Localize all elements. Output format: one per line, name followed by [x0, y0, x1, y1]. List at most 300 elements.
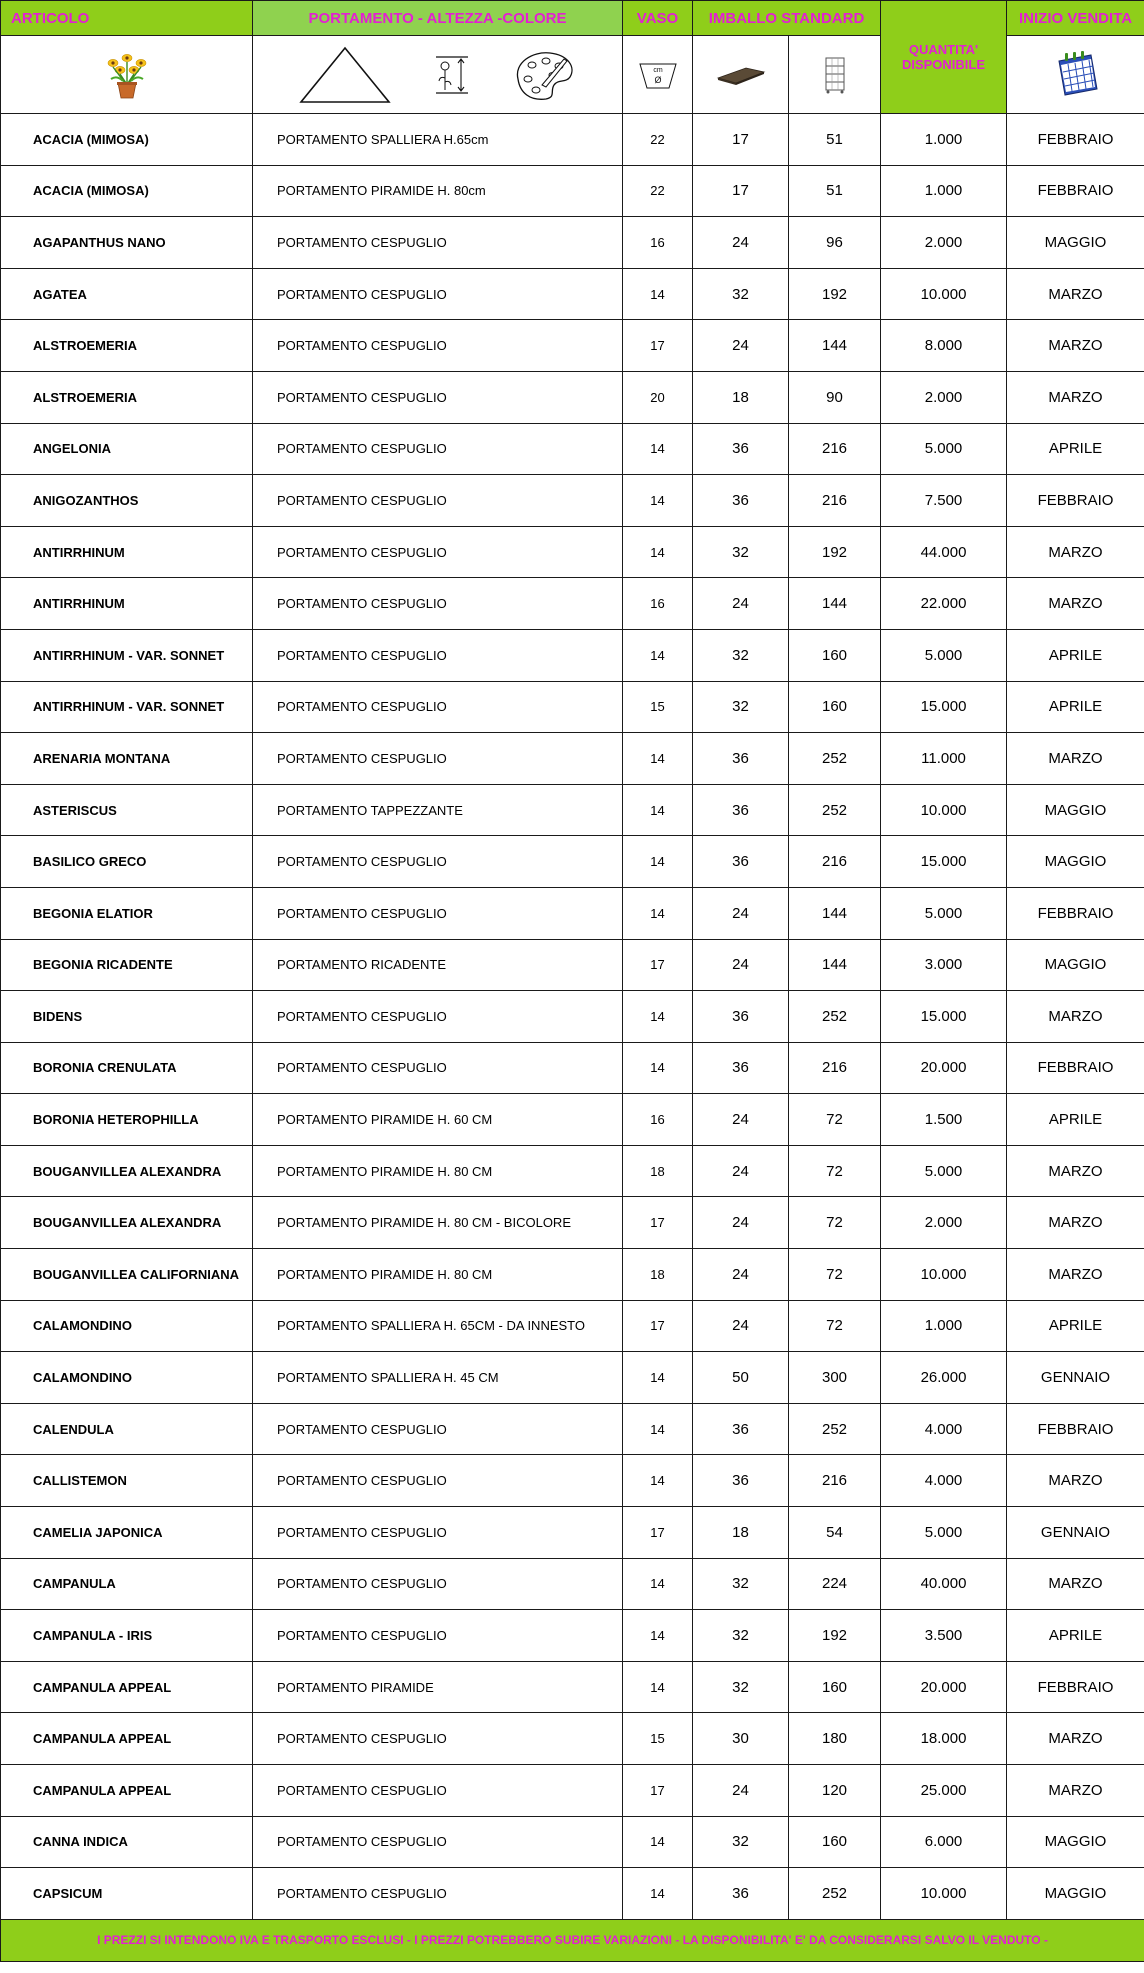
- cell-quantita: 2.000: [881, 371, 1007, 423]
- triangle-icon: [299, 46, 391, 104]
- cell-carrello: 216: [789, 423, 881, 475]
- cell-vassoio: 24: [693, 217, 789, 269]
- cell-carrello: 216: [789, 475, 881, 527]
- pot-cm-label: cm: [652, 66, 663, 74]
- table-row: [1, 1042, 1144, 1094]
- cell-articolo: CAMPANULA APPEAL: [1, 1713, 253, 1765]
- cell-inizio: APRILE: [1007, 629, 1144, 681]
- cell-carrello: 72: [789, 1145, 881, 1197]
- table-row: [1, 1352, 1144, 1404]
- table-row: [1, 836, 1144, 888]
- cell-vassoio: 17: [693, 114, 789, 166]
- cell-articolo: CANNA INDICA: [1, 1816, 253, 1868]
- header-inizio: INIZIO VENDITA: [1007, 1, 1144, 36]
- table-body: [1, 114, 1144, 1920]
- table-row: [1, 991, 1144, 1043]
- cell-vassoio: 32: [693, 268, 789, 320]
- cell-inizio: MAGGIO: [1007, 217, 1144, 269]
- cell-quantita: 10.000: [881, 1868, 1007, 1920]
- cell-vassoio: 32: [693, 1558, 789, 1610]
- cell-vassoio: 18: [693, 1507, 789, 1559]
- header-articolo: ARTICOLO: [1, 1, 253, 36]
- cell-carrello: 54: [789, 1507, 881, 1559]
- cell-carrello: 160: [789, 1816, 881, 1868]
- cell-inizio: MARZO: [1007, 991, 1144, 1043]
- table-row: [1, 887, 1144, 939]
- cell-carrello: 216: [789, 1042, 881, 1094]
- cell-carrello: 144: [789, 578, 881, 630]
- cell-quantita: 44.000: [881, 526, 1007, 578]
- table-row: [1, 165, 1144, 217]
- cell-articolo: ANTIRRHINUM: [1, 526, 253, 578]
- cell-vassoio: 24: [693, 1765, 789, 1817]
- cell-vaso: 14: [623, 268, 693, 320]
- header-icon-articolo-cell: [1, 36, 253, 114]
- cell-carrello: 160: [789, 681, 881, 733]
- table-row: [1, 1868, 1144, 1920]
- cell-inizio: APRILE: [1007, 1094, 1144, 1146]
- cell-articolo: BEGONIA ELATIOR: [1, 887, 253, 939]
- calendar-icon: [1051, 51, 1101, 99]
- cell-quantita: 1.000: [881, 1300, 1007, 1352]
- cell-quantita: 3.500: [881, 1610, 1007, 1662]
- cell-portamento: PORTAMENTO PIRAMIDE H. 80cm: [253, 165, 623, 217]
- table-row: [1, 629, 1144, 681]
- cell-vassoio: 36: [693, 1042, 789, 1094]
- table-row: [1, 217, 1144, 269]
- cell-portamento: PORTAMENTO CESPUGLIO: [253, 217, 623, 269]
- cell-portamento: PORTAMENTO CESPUGLIO: [253, 1713, 623, 1765]
- cell-portamento: PORTAMENTO CESPUGLIO: [253, 371, 623, 423]
- cell-portamento: PORTAMENTO SPALLIERA H.65cm: [253, 114, 623, 166]
- cell-inizio: APRILE: [1007, 681, 1144, 733]
- cell-quantita: 5.000: [881, 1507, 1007, 1559]
- cell-inizio: MARZO: [1007, 526, 1144, 578]
- header-icon-portamento-cell: [253, 36, 623, 114]
- cell-vassoio: 36: [693, 784, 789, 836]
- cell-carrello: 120: [789, 1765, 881, 1817]
- cell-carrello: 192: [789, 268, 881, 320]
- header-quantita: QUANTITA' DISPONIBILE: [881, 1, 1007, 114]
- pot-diameter-symbol: Ø: [653, 74, 662, 85]
- cell-vaso: 14: [623, 887, 693, 939]
- cell-portamento: PORTAMENTO CESPUGLIO: [253, 629, 623, 681]
- cell-articolo: ANGELONIA: [1, 423, 253, 475]
- table-row: [1, 475, 1144, 527]
- cell-portamento: PORTAMENTO CESPUGLIO: [253, 1455, 623, 1507]
- cell-articolo: ALSTROEMERIA: [1, 371, 253, 423]
- cell-inizio: MARZO: [1007, 1713, 1144, 1765]
- cell-articolo: CALAMONDINO: [1, 1352, 253, 1404]
- cell-carrello: 216: [789, 1455, 881, 1507]
- cell-vassoio: 24: [693, 887, 789, 939]
- cell-inizio: MARZO: [1007, 1558, 1144, 1610]
- cell-quantita: 1.000: [881, 114, 1007, 166]
- cell-articolo: BASILICO GRECO: [1, 836, 253, 888]
- cell-inizio: MARZO: [1007, 1765, 1144, 1817]
- cell-carrello: 160: [789, 1661, 881, 1713]
- cell-inizio: GENNAIO: [1007, 1352, 1144, 1404]
- table-row: [1, 1300, 1144, 1352]
- table-row: [1, 1094, 1144, 1146]
- cell-portamento: PORTAMENTO CESPUGLIO: [253, 1558, 623, 1610]
- cell-vassoio: 24: [693, 1249, 789, 1301]
- table-row: [1, 939, 1144, 991]
- header-row-labels: [1, 1, 1144, 36]
- cell-carrello: 192: [789, 1610, 881, 1662]
- cell-vassoio: 36: [693, 733, 789, 785]
- cell-vaso: 16: [623, 217, 693, 269]
- cell-vaso: 14: [623, 475, 693, 527]
- footer-row: [1, 1919, 1144, 1961]
- cell-inizio: FEBBRAIO: [1007, 165, 1144, 217]
- cell-vassoio: 32: [693, 681, 789, 733]
- cell-vassoio: 36: [693, 836, 789, 888]
- cell-inizio: FEBBRAIO: [1007, 887, 1144, 939]
- cell-inizio: MARZO: [1007, 268, 1144, 320]
- cell-quantita: 4.000: [881, 1403, 1007, 1455]
- table-row: [1, 1403, 1144, 1455]
- cell-vassoio: 24: [693, 939, 789, 991]
- cell-inizio: FEBBRAIO: [1007, 1042, 1144, 1094]
- cell-vassoio: 36: [693, 991, 789, 1043]
- cell-inizio: APRILE: [1007, 423, 1144, 475]
- cell-vassoio: 32: [693, 629, 789, 681]
- cell-inizio: FEBBRAIO: [1007, 114, 1144, 166]
- cell-vassoio: 50: [693, 1352, 789, 1404]
- cell-carrello: 144: [789, 320, 881, 372]
- cell-inizio: FEBBRAIO: [1007, 1661, 1144, 1713]
- pot-diameter-icon: [638, 60, 678, 90]
- cell-inizio: MARZO: [1007, 733, 1144, 785]
- cell-portamento: PORTAMENTO PIRAMIDE H. 80 CM: [253, 1145, 623, 1197]
- header-icon-inizio-cell: [1007, 36, 1144, 114]
- table-row: [1, 1816, 1144, 1868]
- cell-inizio: MAGGIO: [1007, 1868, 1144, 1920]
- cell-vassoio: 24: [693, 320, 789, 372]
- table-row: [1, 1455, 1144, 1507]
- cell-inizio: MAGGIO: [1007, 836, 1144, 888]
- cell-vaso: 14: [623, 423, 693, 475]
- table-row: [1, 578, 1144, 630]
- cell-vaso: 14: [623, 1403, 693, 1455]
- table-row: [1, 733, 1144, 785]
- footer-note: I PREZZI SI INTENDONO IVA E TRASPORTO ESCLUSI - I PREZZI POTREBBERO SUBIRE VARIAZIONI - LA DISPONIBILITA' E' DA CONSIDERARSI SALVO IL VENDUTO -: [1, 1919, 1144, 1961]
- cell-portamento: PORTAMENTO CESPUGLIO: [253, 1868, 623, 1920]
- cell-articolo: ACACIA (MIMOSA): [1, 165, 253, 217]
- cell-vassoio: 32: [693, 526, 789, 578]
- cell-vaso: 18: [623, 1249, 693, 1301]
- cell-vaso: 14: [623, 1816, 693, 1868]
- cell-carrello: 224: [789, 1558, 881, 1610]
- cell-carrello: 51: [789, 165, 881, 217]
- cell-portamento: PORTAMENTO SPALLIERA H. 65CM - DA INNESTO: [253, 1300, 623, 1352]
- cell-articolo: CAMPANULA APPEAL: [1, 1765, 253, 1817]
- cell-inizio: GENNAIO: [1007, 1507, 1144, 1559]
- cell-carrello: 252: [789, 1868, 881, 1920]
- cell-quantita: 3.000: [881, 939, 1007, 991]
- cell-carrello: 252: [789, 991, 881, 1043]
- cell-quantita: 26.000: [881, 1352, 1007, 1404]
- cell-vaso: 14: [623, 1868, 693, 1920]
- cell-inizio: MAGGIO: [1007, 784, 1144, 836]
- cell-inizio: MARZO: [1007, 1197, 1144, 1249]
- cell-vaso: 14: [623, 629, 693, 681]
- cell-inizio: MARZO: [1007, 1145, 1144, 1197]
- cell-portamento: PORTAMENTO TAPPEZZANTE: [253, 784, 623, 836]
- cell-carrello: 72: [789, 1197, 881, 1249]
- cell-articolo: CALLISTEMON: [1, 1455, 253, 1507]
- cell-portamento: PORTAMENTO SPALLIERA H. 45 CM: [253, 1352, 623, 1404]
- cell-quantita: 5.000: [881, 887, 1007, 939]
- cell-articolo: BORONIA HETEROPHILLA: [1, 1094, 253, 1146]
- cell-carrello: 72: [789, 1300, 881, 1352]
- header-vaso: VASO: [623, 1, 693, 36]
- header-icon-tray-cell: [693, 36, 789, 114]
- cell-quantita: 8.000: [881, 320, 1007, 372]
- cell-portamento: PORTAMENTO CESPUGLIO: [253, 1610, 623, 1662]
- cell-quantita: 10.000: [881, 784, 1007, 836]
- cell-portamento: PORTAMENTO CESPUGLIO: [253, 578, 623, 630]
- table-row: [1, 1558, 1144, 1610]
- cell-quantita: 2.000: [881, 1197, 1007, 1249]
- cell-vaso: 14: [623, 1042, 693, 1094]
- trolley-cart-icon: [822, 56, 848, 94]
- cell-vaso: 16: [623, 1094, 693, 1146]
- cell-vassoio: 30: [693, 1713, 789, 1765]
- table-row: [1, 1765, 1144, 1817]
- cell-quantita: 10.000: [881, 268, 1007, 320]
- cell-vaso: 18: [623, 1145, 693, 1197]
- cell-inizio: APRILE: [1007, 1300, 1144, 1352]
- cell-articolo: BOUGANVILLEA ALEXANDRA: [1, 1145, 253, 1197]
- cell-quantita: 5.000: [881, 629, 1007, 681]
- table-row: [1, 784, 1144, 836]
- cell-portamento: PORTAMENTO CESPUGLIO: [253, 681, 623, 733]
- cell-carrello: 216: [789, 836, 881, 888]
- cell-inizio: MARZO: [1007, 320, 1144, 372]
- cell-carrello: 192: [789, 526, 881, 578]
- cell-carrello: 72: [789, 1094, 881, 1146]
- cell-vaso: 17: [623, 939, 693, 991]
- cell-vaso: 17: [623, 1197, 693, 1249]
- color-palette-icon: [512, 49, 576, 101]
- cell-articolo: CAPSICUM: [1, 1868, 253, 1920]
- table-row: [1, 1661, 1144, 1713]
- cell-vassoio: 36: [693, 1868, 789, 1920]
- cell-quantita: 22.000: [881, 578, 1007, 630]
- cell-articolo: ALSTROEMERIA: [1, 320, 253, 372]
- cell-inizio: FEBBRAIO: [1007, 475, 1144, 527]
- cell-articolo: BEGONIA RICADENTE: [1, 939, 253, 991]
- cell-vassoio: 24: [693, 578, 789, 630]
- table-row: [1, 423, 1144, 475]
- table-row: [1, 1197, 1144, 1249]
- cell-vaso: 17: [623, 320, 693, 372]
- cell-carrello: 160: [789, 629, 881, 681]
- cell-inizio: MAGGIO: [1007, 1816, 1144, 1868]
- header-icon-vaso-cell: [623, 36, 693, 114]
- cell-vaso: 20: [623, 371, 693, 423]
- cell-articolo: ACACIA (MIMOSA): [1, 114, 253, 166]
- cell-portamento: PORTAMENTO CESPUGLIO: [253, 1042, 623, 1094]
- cell-quantita: 10.000: [881, 1249, 1007, 1301]
- cell-quantita: 25.000: [881, 1765, 1007, 1817]
- cell-vaso: 15: [623, 1713, 693, 1765]
- table-row: [1, 1249, 1144, 1301]
- cell-portamento: PORTAMENTO CESPUGLIO: [253, 887, 623, 939]
- cell-articolo: ARENARIA MONTANA: [1, 733, 253, 785]
- cell-articolo: ANTIRRHINUM: [1, 578, 253, 630]
- cell-quantita: 1.500: [881, 1094, 1007, 1146]
- table-row: [1, 1145, 1144, 1197]
- cell-vaso: 22: [623, 114, 693, 166]
- cell-articolo: AGATEA: [1, 268, 253, 320]
- cell-vaso: 22: [623, 165, 693, 217]
- cell-vassoio: 17: [693, 165, 789, 217]
- cell-vassoio: 32: [693, 1816, 789, 1868]
- cell-vassoio: 32: [693, 1610, 789, 1662]
- cell-quantita: 20.000: [881, 1661, 1007, 1713]
- cell-vaso: 15: [623, 681, 693, 733]
- table-row: [1, 371, 1144, 423]
- cell-vaso: 14: [623, 1455, 693, 1507]
- cell-vassoio: 36: [693, 423, 789, 475]
- header-icon-cart-cell: [789, 36, 881, 114]
- cell-portamento: PORTAMENTO CESPUGLIO: [253, 1403, 623, 1455]
- cell-inizio: MARZO: [1007, 578, 1144, 630]
- cell-portamento: PORTAMENTO RICADENTE: [253, 939, 623, 991]
- cell-vassoio: 32: [693, 1661, 789, 1713]
- cell-carrello: 252: [789, 733, 881, 785]
- cell-quantita: 15.000: [881, 836, 1007, 888]
- cell-vaso: 14: [623, 784, 693, 836]
- cell-vaso: 17: [623, 1507, 693, 1559]
- cell-carrello: 300: [789, 1352, 881, 1404]
- cell-carrello: 180: [789, 1713, 881, 1765]
- cell-inizio: MAGGIO: [1007, 939, 1144, 991]
- cell-portamento: PORTAMENTO CESPUGLIO: [253, 268, 623, 320]
- cell-carrello: 51: [789, 114, 881, 166]
- cell-vaso: 17: [623, 1300, 693, 1352]
- cell-vassoio: 36: [693, 475, 789, 527]
- cell-vassoio: 24: [693, 1145, 789, 1197]
- cell-quantita: 1.000: [881, 165, 1007, 217]
- cell-quantita: 5.000: [881, 423, 1007, 475]
- cell-portamento: PORTAMENTO PIRAMIDE H. 80 CM - BICOLORE: [253, 1197, 623, 1249]
- cell-articolo: BORONIA CRENULATA: [1, 1042, 253, 1094]
- cell-quantita: 5.000: [881, 1145, 1007, 1197]
- cell-vaso: 14: [623, 991, 693, 1043]
- cell-carrello: 144: [789, 887, 881, 939]
- cell-vaso: 16: [623, 578, 693, 630]
- cell-articolo: BIDENS: [1, 991, 253, 1043]
- cell-portamento: PORTAMENTO CESPUGLIO: [253, 423, 623, 475]
- cell-quantita: 2.000: [881, 217, 1007, 269]
- cell-articolo: ANTIRRHINUM - VAR. SONNET: [1, 629, 253, 681]
- cell-inizio: APRILE: [1007, 1610, 1144, 1662]
- cell-quantita: 15.000: [881, 681, 1007, 733]
- cell-articolo: CAMELIA JAPONICA: [1, 1507, 253, 1559]
- cell-carrello: 144: [789, 939, 881, 991]
- table-row: [1, 114, 1144, 166]
- cell-vassoio: 36: [693, 1403, 789, 1455]
- cell-carrello: 90: [789, 371, 881, 423]
- cell-inizio: MARZO: [1007, 371, 1144, 423]
- cell-carrello: 96: [789, 217, 881, 269]
- cell-carrello: 252: [789, 784, 881, 836]
- header-imballo: IMBALLO STANDARD: [693, 1, 881, 36]
- cell-portamento: PORTAMENTO CESPUGLIO: [253, 733, 623, 785]
- cell-vaso: 14: [623, 836, 693, 888]
- cell-vaso: 17: [623, 1765, 693, 1817]
- table-row: [1, 268, 1144, 320]
- cell-vassoio: 18: [693, 371, 789, 423]
- cell-inizio: MARZO: [1007, 1455, 1144, 1507]
- cell-portamento: PORTAMENTO PIRAMIDE H. 60 CM: [253, 1094, 623, 1146]
- cell-vassoio: 36: [693, 1455, 789, 1507]
- cell-quantita: 18.000: [881, 1713, 1007, 1765]
- cell-vaso: 14: [623, 1661, 693, 1713]
- cell-articolo: ASTERISCUS: [1, 784, 253, 836]
- table-row: [1, 320, 1144, 372]
- cell-articolo: CALENDULA: [1, 1403, 253, 1455]
- cell-vassoio: 24: [693, 1094, 789, 1146]
- cell-portamento: PORTAMENTO CESPUGLIO: [253, 836, 623, 888]
- cell-quantita: 20.000: [881, 1042, 1007, 1094]
- cell-portamento: PORTAMENTO PIRAMIDE H. 80 CM: [253, 1249, 623, 1301]
- cell-portamento: PORTAMENTO CESPUGLIO: [253, 526, 623, 578]
- cell-vaso: 14: [623, 526, 693, 578]
- table-row: [1, 1713, 1144, 1765]
- cell-vaso: 14: [623, 1352, 693, 1404]
- table-row: [1, 526, 1144, 578]
- cell-articolo: BOUGANVILLEA CALIFORNIANA: [1, 1249, 253, 1301]
- cell-portamento: PORTAMENTO CESPUGLIO: [253, 1765, 623, 1817]
- cell-quantita: 15.000: [881, 991, 1007, 1043]
- cell-vassoio: 24: [693, 1300, 789, 1352]
- cell-portamento: PORTAMENTO PIRAMIDE: [253, 1661, 623, 1713]
- height-measure-icon: [432, 54, 472, 96]
- cell-vaso: 14: [623, 1610, 693, 1662]
- cell-inizio: MARZO: [1007, 1249, 1144, 1301]
- table-row: [1, 1610, 1144, 1662]
- cell-vaso: 14: [623, 733, 693, 785]
- cell-quantita: 7.500: [881, 475, 1007, 527]
- cell-portamento: PORTAMENTO CESPUGLIO: [253, 991, 623, 1043]
- cell-quantita: 6.000: [881, 1816, 1007, 1868]
- table-row: [1, 681, 1144, 733]
- cell-portamento: PORTAMENTO CESPUGLIO: [253, 320, 623, 372]
- cell-carrello: 72: [789, 1249, 881, 1301]
- cell-quantita: 40.000: [881, 1558, 1007, 1610]
- cell-portamento: PORTAMENTO CESPUGLIO: [253, 1816, 623, 1868]
- cell-portamento: PORTAMENTO CESPUGLIO: [253, 1507, 623, 1559]
- cell-quantita: 4.000: [881, 1455, 1007, 1507]
- cell-vaso: 14: [623, 1558, 693, 1610]
- cell-inizio: FEBBRAIO: [1007, 1403, 1144, 1455]
- flower-pot-icon: [99, 49, 155, 101]
- table-row: [1, 1507, 1144, 1559]
- cell-quantita: 11.000: [881, 733, 1007, 785]
- cell-articolo: AGAPANTHUS NANO: [1, 217, 253, 269]
- cell-articolo: CAMPANULA: [1, 1558, 253, 1610]
- header-portamento: PORTAMENTO - ALTEZZA -COLORE: [253, 1, 623, 36]
- cell-articolo: CALAMONDINO: [1, 1300, 253, 1352]
- cell-vassoio: 24: [693, 1197, 789, 1249]
- tray-icon: [716, 64, 766, 86]
- cell-articolo: BOUGANVILLEA ALEXANDRA: [1, 1197, 253, 1249]
